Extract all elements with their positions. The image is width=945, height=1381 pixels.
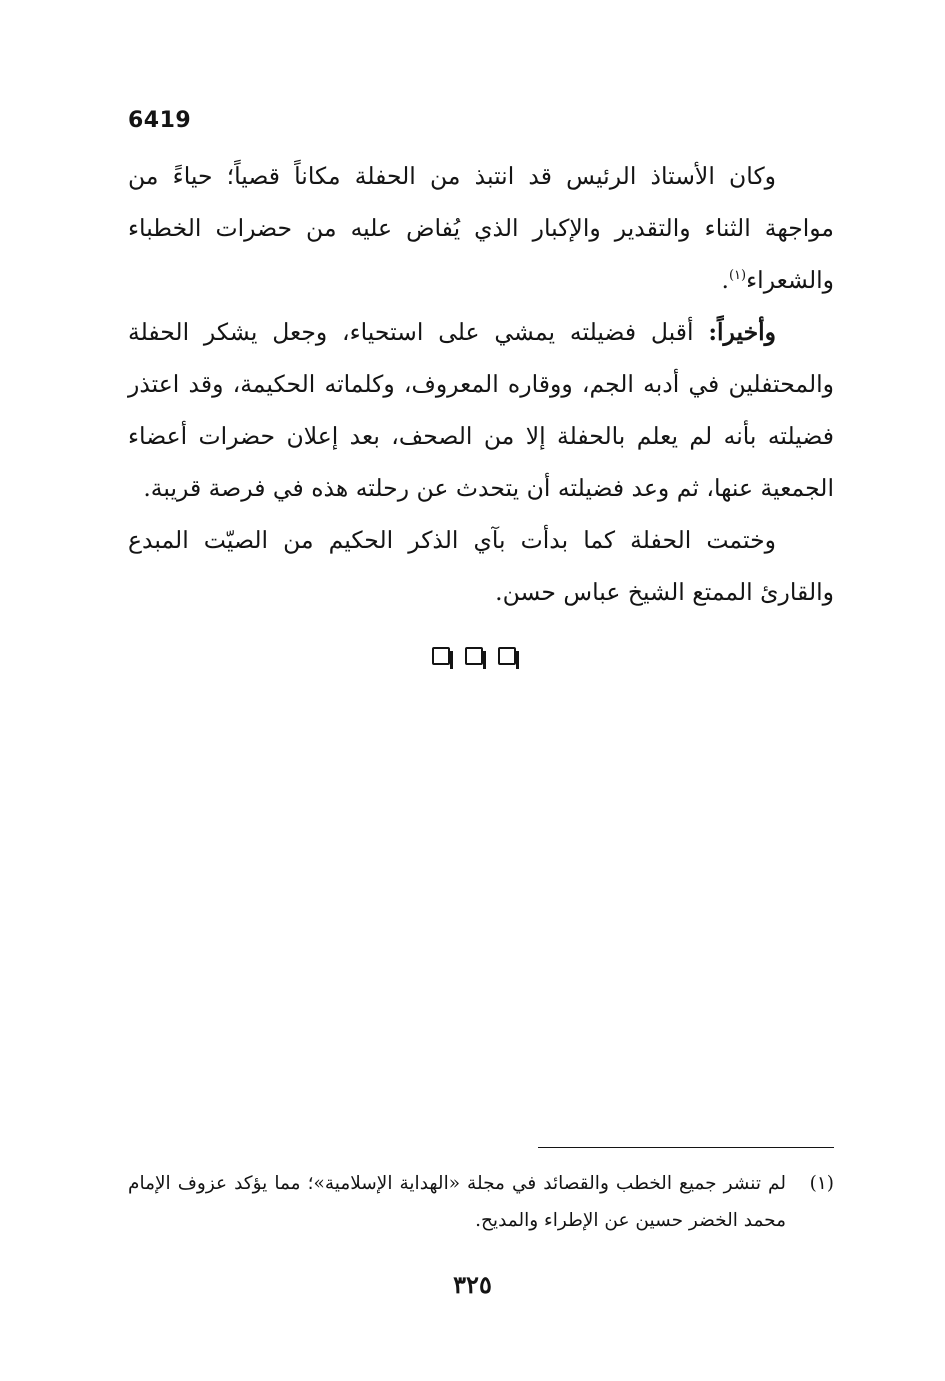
paragraph-2-lead: وأخيراً: [708,318,776,346]
footnote-number: (١) [809,1173,834,1194]
paragraph-3 [128,514,834,618]
footnote-text: لم تنشر جميع الخطب والقصائد في مجلة «الهداية الإسلامية»؛ مما يؤكد عزوف الإمام محمد الخضر حسين عن الإطراء والمديح. [128,1173,786,1231]
separator-square-icon [498,647,516,665]
page-number-top: 6419 [128,108,192,133]
footnote-reference: (١) [728,268,747,284]
footnote-divider [538,1147,834,1148]
footnotes [128,1165,834,1239]
body-text [128,150,834,618]
section-separator [432,645,532,669]
page-number-bottom: ٣٢٥ [453,1270,492,1299]
separator-square-icon [465,647,483,665]
separator-square-icon [432,647,450,665]
footnote-1 [128,1165,834,1239]
paragraph-1-text: وكان الأستاذ الرئيس قد انتبذ من الحفلة مكاناً قصياً؛ حياءً من مواجهة الثناء والتقدير والإكبار الذي يُفاض عليه من حضرات الخطباء والشعراء [128,162,834,294]
paragraph-3-text: وختمت الحفلة كما بدأت بآي الذكر الحكيم من الصيّت المبدع والقارئ الممتع الشيخ عباس حسن. [128,526,834,606]
paragraph-2 [128,306,834,514]
paragraph-1 [128,150,834,306]
paragraph-1-end: . [721,266,729,294]
paragraph-2-text: أقبل فضيلته يمشي على استحياء، وجعل يشكر الحفلة والمحتفلين في أدبه الجم، ووقاره المعروف، وكلماته الحكيمة، وقد اعتذر فضيلته بأنه لم يعلم بالحفلة إلا من الصحف، بعد إعلان حضرات أعضاء الجمعية عنها، ثم وعد فضيلته أن يتحدث عن رحلته هذه في فرصة قريبة. [128,318,834,502]
